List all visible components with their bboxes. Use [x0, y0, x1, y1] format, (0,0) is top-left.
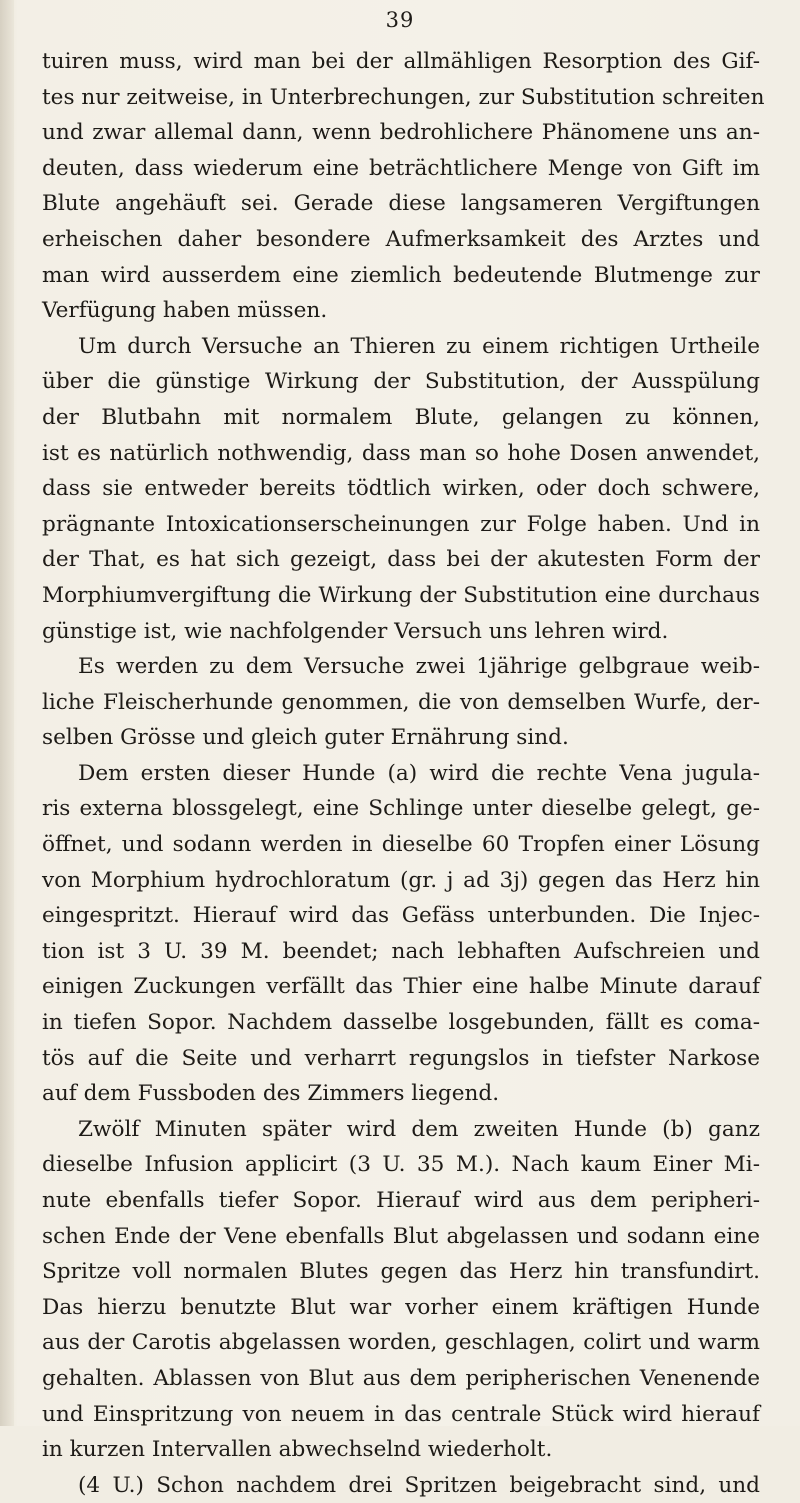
text-line: prägnante Intoxicationserscheinungen zur Folge haben. Und in [42, 511, 760, 537]
text-line: in kurzen Intervallen abwechselnd wiederholt. [42, 1437, 553, 1463]
text-line: deuten, dass wiederum eine beträchtlichere Menge von Gift im [42, 155, 760, 181]
text-line: selben Grösse und gleich guter Ernährung sind. [42, 725, 569, 751]
text-line: eingespritzt. Hierauf wird das Gefäss unterbunden. Die Injec- [42, 903, 760, 929]
text-line: tes nur zeitweise, in Unterbrechungen, zur Substitution schreiten [42, 84, 765, 110]
page-number: 39 [385, 8, 415, 32]
text-line: Das hierzu benutzte Blut war vorher einem kräftigen Hunde [42, 1294, 760, 1320]
text-line: günstige ist, wie nachfolgender Versuch uns lehren wird. [42, 618, 669, 644]
text-line: Um durch Versuche an Thieren zu einem richtigen Urtheile [78, 333, 760, 359]
text-line: über die günstige Wirkung der Substitution, der Ausspülung [42, 369, 760, 395]
text-line: und zwar allemal dann, wenn bedrohlichere Phänomene uns an- [42, 120, 760, 146]
text-line: Spritze voll normalen Blutes gegen das Herz hin transfundirt. [42, 1259, 760, 1285]
text-line: ris externa blossgelegt, eine Schlinge unter dieselbe gelegt, ge- [42, 796, 760, 822]
text-line: (4 U.) Schon nachdem drei Spritzen beigebracht sind, und [78, 1472, 760, 1498]
text-line: liche Fleischerhunde genommen, die von demselben Wurfe, der- [42, 689, 760, 715]
text-line: der Blutbahn mit normalem Blute, gelangen zu können, [42, 404, 760, 430]
text-line: der That, es hat sich gezeigt, dass bei der akutesten Form der [42, 547, 760, 573]
text-line: Verfügung haben müssen. [42, 298, 328, 324]
text-line: und Einspritzung von neuem in das centrale Stück wird hierauf [42, 1401, 760, 1427]
text-line: aus der Carotis abgelassen worden, geschlagen, colirt und warm [42, 1330, 760, 1356]
text-line: ist es natürlich nothwendig, dass man so hohe Dosen anwendet, [42, 440, 760, 466]
text-line: einigen Zuckungen verfällt das Thier eine halbe Minute darauf [42, 974, 760, 1000]
text-line: dass sie entweder bereits tödtlich wirken, oder doch schwere, [42, 476, 760, 502]
text-line: öffnet, und sodann werden in dieselbe 60 Tropfen einer Lösung [42, 832, 760, 858]
body-text [42, 44, 765, 1503]
text-line: in tiefen Sopor. Nachdem dasselbe losgebunden, fällt es coma- [42, 1010, 760, 1036]
text-line: von Morphium hydrochloratum (gr. j ad 3j) gegen das Herz hin [42, 867, 760, 893]
page-gutter-shadow [0, 0, 14, 1426]
text-line: auf dem Fussboden des Zimmers liegend. [42, 1081, 500, 1107]
text-line: tös auf die Seite und verharrt regungslos in tiefster Narkose [42, 1045, 760, 1071]
text-line: tion ist 3 U. 39 M. beendet; nach lebhaften Aufschreien und [42, 938, 760, 964]
text-line: dieselbe Infusion applicirt (3 U. 35 M.). Nach kaum Einer Mi- [42, 1152, 760, 1178]
text-line: Zwölf Minuten später wird dem zweiten Hunde (b) ganz [78, 1116, 760, 1142]
text-line: schen Ende der Vene ebenfalls Blut abgelassen und sodann eine [42, 1223, 760, 1249]
text-line: Blute angehäuft sei. Gerade diese langsameren Vergiftungen [42, 191, 760, 217]
text-line: erheischen daher besondere Aufmerksamkeit des Arztes und [42, 226, 760, 252]
text-line: tuiren muss, wird man bei der allmähligen Resorption des Gif- [42, 49, 760, 74]
text-line: man wird ausserdem eine ziemlich bedeutende Blutmenge zur [42, 262, 760, 288]
text-line: nute ebenfalls tiefer Sopor. Hierauf wird aus dem peripheri- [42, 1188, 760, 1213]
text-line: Es werden zu dem Versuche zwei 1jährige gelbgraue weib- [78, 654, 760, 680]
text-line: Dem ersten dieser Hunde (a) wird die rechte Vena jugula- [78, 760, 760, 786]
text-line: gehalten. Ablassen von Blut aus dem peripherischen Venenende [42, 1365, 760, 1391]
text-line: Morphiumvergiftung die Wirkung der Substitution eine durchaus [42, 582, 760, 608]
